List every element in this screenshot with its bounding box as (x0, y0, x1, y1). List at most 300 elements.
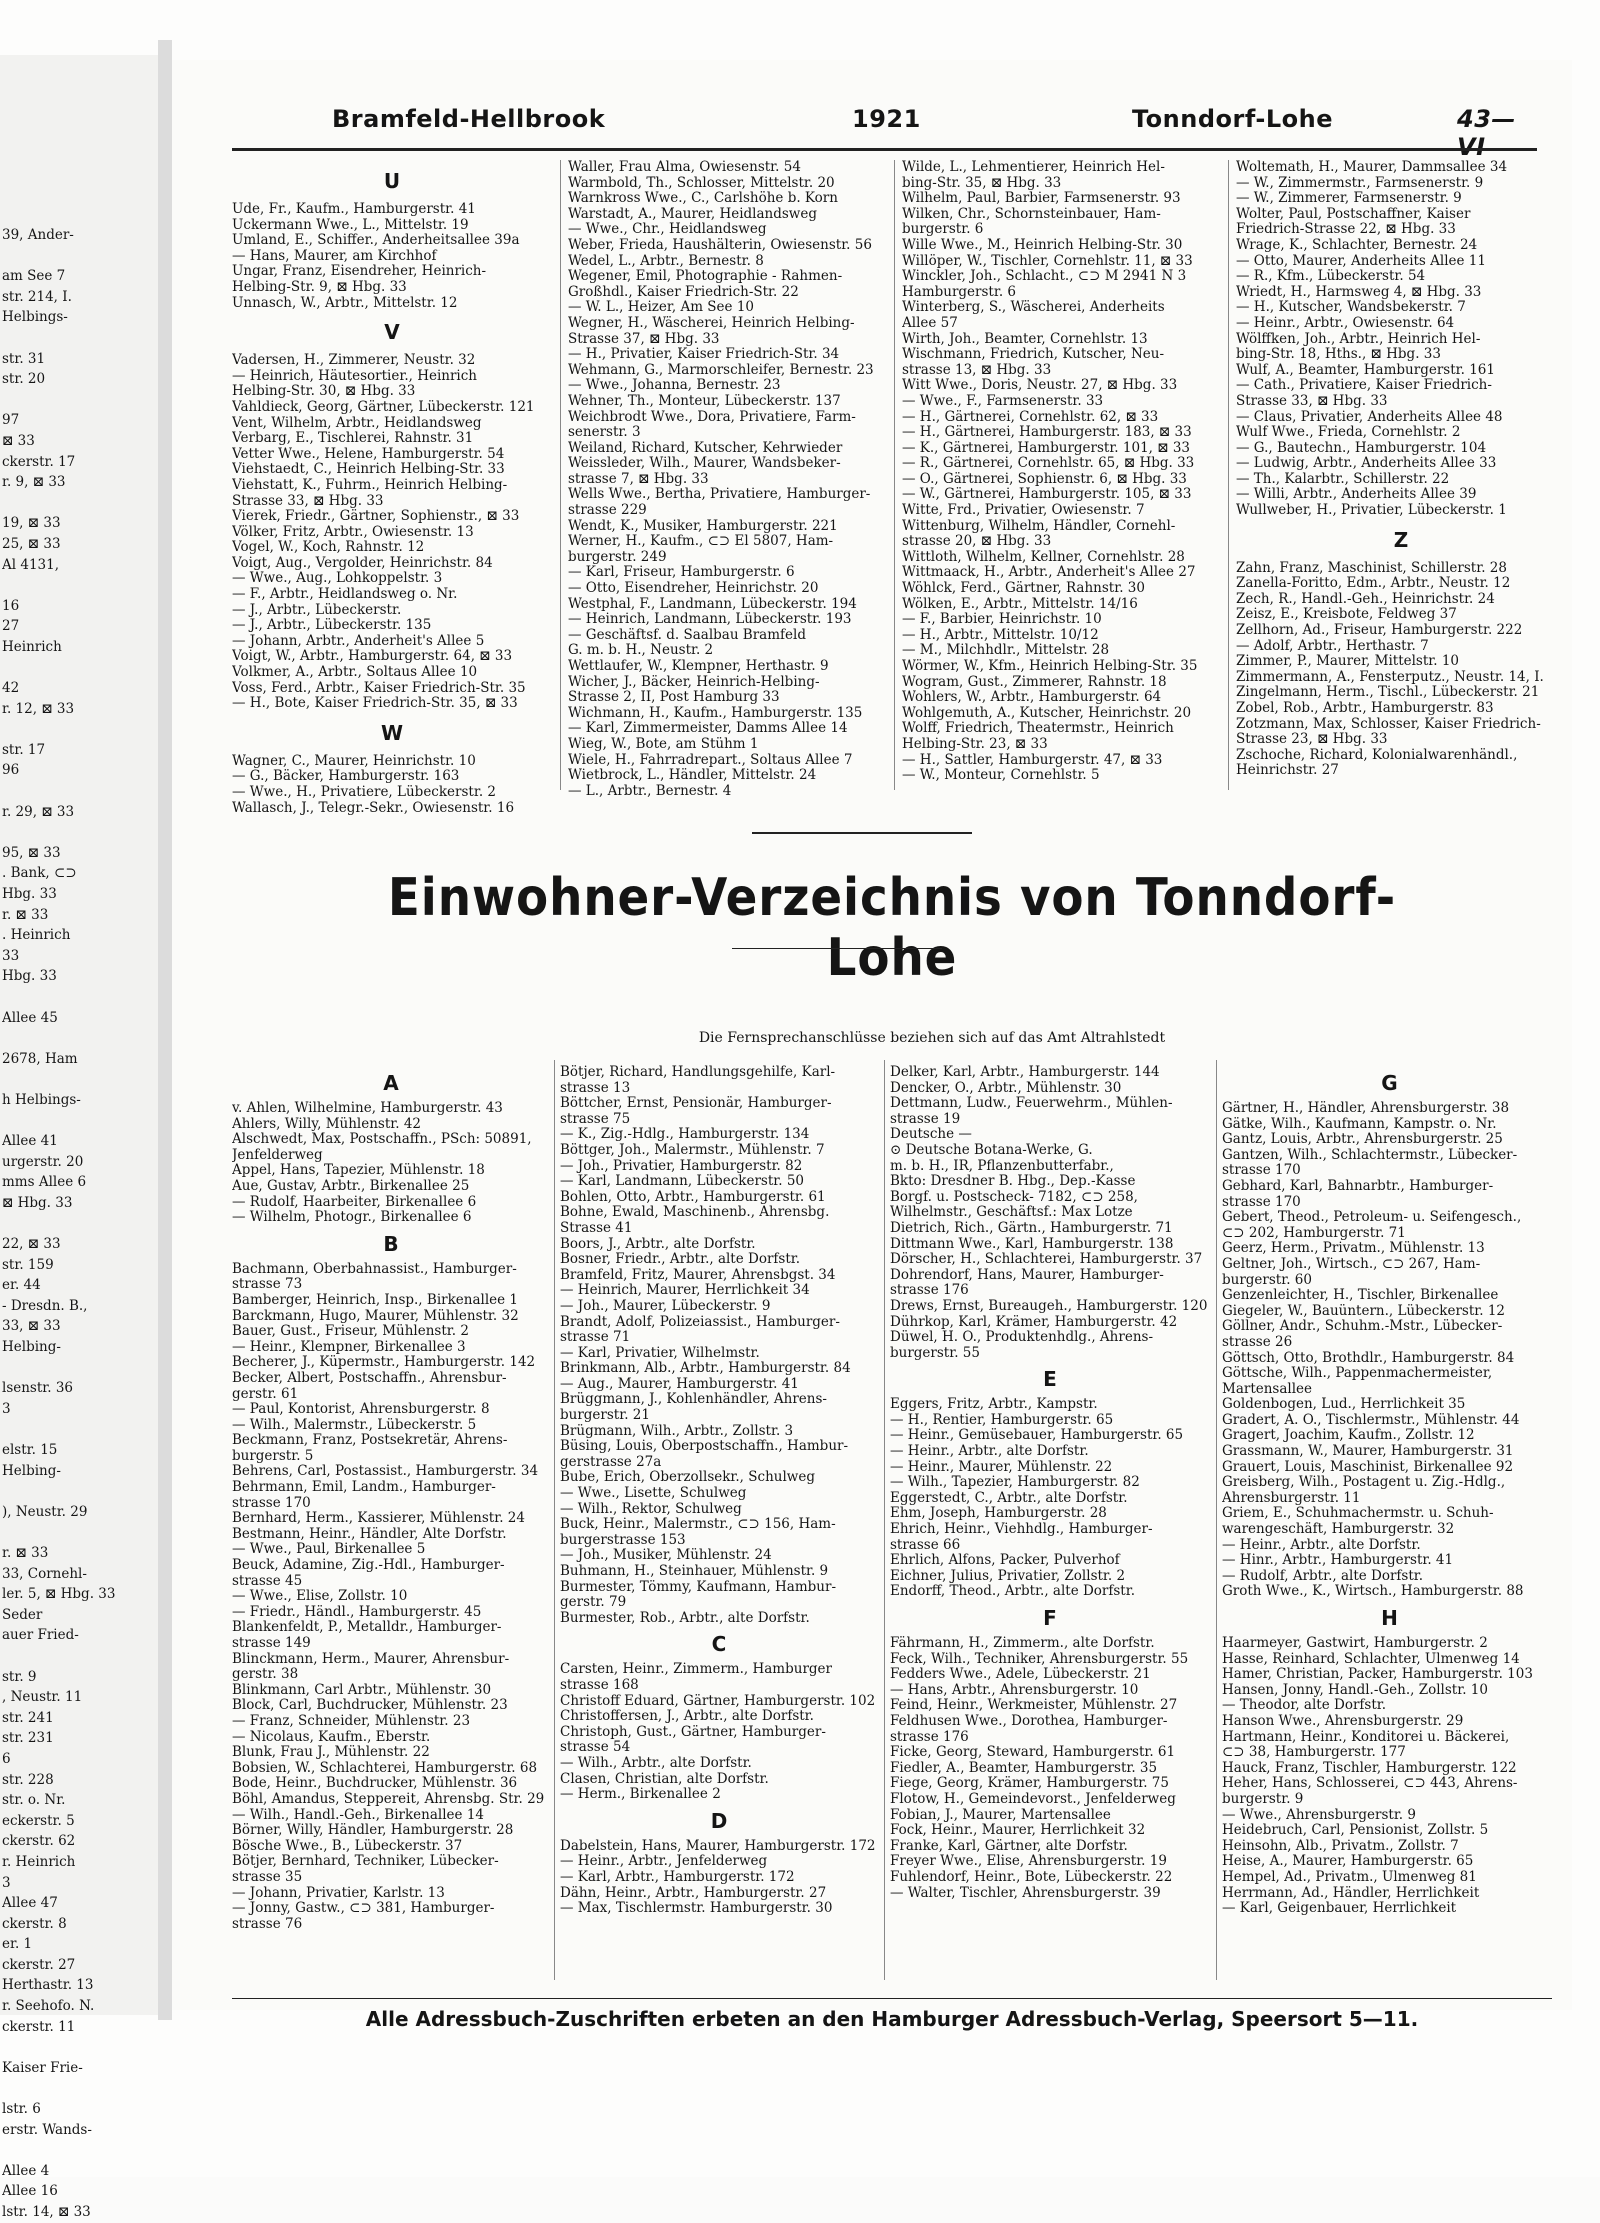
publisher-footer: Alle Adressbuch-Zuschriften erbeten an den Hamburger Adressbuch-Verlag, Speersort 5—11. (365, 2007, 1419, 2031)
directory-entry: Zanella-Foritto, Edm., Arbtr., Neustr. 12 (1236, 576, 1511, 592)
directory-entry: warengeschäft, Hamburgerstr. 32 (1222, 1522, 1455, 1538)
directory-entry: — Wilh., Rektor, Schulweg (560, 1501, 742, 1517)
directory-entry: Heinrichstr. 27 (1236, 763, 1339, 779)
directory-entry: Zobel, Rob., Arbtr., Hamburgerstr. 83 (1236, 701, 1494, 716)
directory-entry: Deutsche — (890, 1127, 972, 1143)
directory-entry: Wulf, A., Beamter, Hamburgerstr. 161 (1236, 362, 1495, 378)
fragment-line (2, 657, 152, 678)
directory-entry: Wilken, Chr., Schornsteinbauer, Ham- (902, 206, 1161, 222)
directory-entry: Zimmer, P., Maurer, Mittelstr. 10 (1236, 654, 1460, 670)
fragment-line: ckerstr. 27 (2, 1956, 76, 1973)
directory-entry: Winckler, Joh., Schlacht., ⊂⊃ M 2941 N 3 (902, 269, 1187, 285)
directory-entry: — Karl, Privatier, Wilhelmstr. (560, 1345, 760, 1361)
directory-entry: Giegeler, W., Bauüntern., Lübeckerstr. 12 (1222, 1303, 1506, 1319)
directory-entry: — Adolf, Arbtr., Herthastr. 7 (1236, 638, 1429, 654)
directory-entry: — Herm., Birkenallee 2 (560, 1787, 721, 1803)
fragment-line: str. 9 (2, 1668, 37, 1685)
directory-entry: Wulf Wwe., Frieda, Cornehlstr. 2 (1236, 425, 1461, 441)
directory-entry: — H., Gärtnerei, Hamburgerstr. 183, ⊠ 33 (902, 425, 1192, 441)
directory-entry: strasse 35 (232, 1869, 303, 1885)
header-year: 1921 (852, 105, 921, 133)
directory-entry: strasse 20, ⊠ Hbg. 33 (902, 534, 1052, 550)
directory-entry: Gantz, Louis, Arbtr., Ahrensburgerstr. 25 (1222, 1132, 1503, 1148)
fragment-line (2, 2078, 152, 2099)
directory-entry: — Wilh., Malermstr., Lübeckerstr. 5 (232, 1417, 477, 1433)
directory-entry: Buhmann, H., Steinhauer, Mühlenstr. 9 (560, 1564, 829, 1579)
directory-entry: — J., Arbtr., Lübeckerstr. 135 (232, 618, 432, 634)
directory-entry: Blinckmann, Herm., Maurer, Ahrensbur- (232, 1651, 510, 1667)
column-divider (1216, 1060, 1217, 1980)
fragment-line (2, 493, 152, 514)
directory-entry: Bötjer, Bernhard, Techniker, Lübecker- (232, 1854, 499, 1870)
directory-entry: Wilde, L., Lehmentierer, Heinrich Hel- (902, 160, 1165, 175)
directory-entry: — H., Kutscher, Wandsbekerstr. 7 (1236, 300, 1466, 316)
directory-entry: Ahrensburgerstr. 11 (1222, 1490, 1361, 1506)
directory-entry: Ficke, Georg, Steward, Hamburgerstr. 61 (890, 1745, 1176, 1761)
bottom-column-3 (890, 1065, 1210, 1901)
directory-entry: Viehstaedt, C., Heinrich Helbing-Str. 33 (232, 462, 505, 478)
title-rule-top (752, 832, 972, 834)
directory-entry: strasse 71 (560, 1330, 631, 1346)
directory-entry: Wirth, Joh., Beamter, Cornehlstr. 13 (902, 331, 1148, 347)
fragment-line: 3 (2, 1874, 11, 1891)
fragment-line: Hbg. 33 (2, 886, 57, 902)
directory-page (172, 60, 1572, 2031)
directory-entry: strasse 19 (890, 1111, 961, 1127)
directory-entry: — Heinr., Arbtr., alte Dorfstr. (1222, 1537, 1421, 1553)
directory-entry: Gebhard, Karl, Bahnarbtr., Hamburger- (1222, 1178, 1494, 1194)
directory-entry: Voigt, Aug., Vergolder, Heinrichstr. 84 (232, 555, 493, 571)
directory-entry: Bösche Wwe., B., Lübeckerstr. 37 (232, 1838, 463, 1854)
directory-entry: — R., Kfm., Lübeckerstr. 54 (1236, 269, 1426, 285)
directory-entry: Allee 57 (902, 315, 958, 331)
directory-entry: — Otto, Maurer, Anderheits Allee 11 (1236, 253, 1486, 269)
directory-entry: Zech, R., Handl.-Geh., Heinrichstr. 24 (1236, 591, 1495, 607)
directory-entry: — Walter, Tischler, Ahrensburgerstr. 39 (890, 1885, 1161, 1901)
directory-entry: Vierek, Friedr., Gärtner, Sophienstr., ⊠ 33 (232, 509, 520, 525)
directory-entry: — Hans, Arbtr., Ahrensburgerstr. 10 (890, 1682, 1139, 1698)
directory-entry: Clasen, Christian, alte Dorfstr. (560, 1771, 769, 1787)
fragment-line: , Neustr. 11 (2, 1689, 83, 1706)
directory-entry: Haarmeyer, Gastwirt, Hamburgerstr. 2 (1222, 1636, 1488, 1651)
directory-entry: Strasse 23, ⊠ Hbg. 33 (1236, 732, 1388, 748)
directory-entry: Wohlgemuth, A., Kutscher, Heinrichstr. 20 (902, 705, 1192, 721)
directory-entry: — Joh., Maurer, Lübeckerstr. 9 (560, 1298, 771, 1314)
directory-entry: Fedders Wwe., Adele, Lübeckerstr. 21 (890, 1667, 1151, 1683)
directory-entry: burgerstr. 21 (560, 1408, 650, 1424)
directory-entry: — Wilhelm, Photogr., Birkenallee 6 (232, 1210, 472, 1226)
directory-entry: Witt Wwe., Doris, Neustr. 27, ⊠ Hbg. 33 (902, 378, 1178, 394)
fragment-line: str. 17 (2, 741, 46, 758)
directory-entry: Burmester, Tömmy, Kaufmann, Hambur- (560, 1579, 837, 1595)
directory-entry: Helbing-Str. 30, ⊠ Hbg. 33 (232, 384, 416, 400)
directory-entry: Geltner, Joh., Wirtsch., ⊂⊃ 267, Ham- (1222, 1256, 1481, 1272)
directory-entry: Wieg, W., Bote, am Stühm 1 (568, 736, 759, 752)
directory-entry: strasse 170 (1222, 1194, 1301, 1210)
directory-entry: Buck, Heinr., Malermstr., ⊂⊃ 156, Ham- (560, 1517, 836, 1533)
directory-entry: Strasse 33, ⊠ Hbg. 33 (232, 493, 384, 509)
fragment-line: am See 7 (2, 268, 66, 285)
directory-entry: Fock, Heinr., Maurer, Herrlichkeit 32 (890, 1823, 1146, 1839)
fragment-line: ckerstr. 8 (2, 1915, 67, 1932)
directory-entry: — F., Arbtr., Heidlandsweg o. Nr. (232, 587, 458, 603)
fragment-line: 16 (2, 597, 20, 614)
directory-entry: gerstr. 79 (560, 1595, 627, 1611)
fragment-line: lstr. 6 (2, 2101, 41, 2118)
directory-entry: — G., Bautechn., Hamburgerstr. 104 (1236, 440, 1487, 456)
directory-entry: — Paul, Kontorist, Ahrensburgerstr. 8 (232, 1402, 490, 1418)
directory-entry: Ehrich, Heinr., Viehhdlg., Hamburger- (890, 1522, 1153, 1538)
directory-entry: Böhl, Amandus, Steppereit, Ahrensbg. Str. 29 (232, 1791, 545, 1807)
directory-entry: Wegener, Emil, Photographie - Rahmen- (568, 269, 843, 285)
directory-entry: Hanson Wwe., Ahrensburgerstr. 29 (1222, 1713, 1464, 1729)
fragment-line: Helbing- (2, 1462, 61, 1479)
directory-entry: Strasse 37, ⊠ Hbg. 33 (568, 331, 720, 347)
directory-entry: Wullweber, H., Privatier, Lübeckerstr. 1 (1236, 503, 1507, 519)
fragment-line: Herthastr. 13 (2, 1977, 94, 1994)
fragment-line: Allee 4 (2, 2162, 50, 2179)
book-gutter (158, 40, 172, 2020)
directory-entry: Bernhard, Herm., Kassierer, Mühlenstr. 24 (232, 1511, 525, 1527)
fragment-line: 25, ⊠ 33 (2, 535, 61, 552)
fragment-line: er. 44 (2, 1277, 41, 1294)
fragment-line: r. Seehofo. N. (2, 1998, 95, 2015)
directory-entry: Feck, Wilh., Techniker, Ahrensburgerstr. 55 (890, 1651, 1189, 1667)
directory-entry: Ude, Fr., Kaufm., Hamburgerstr. 41 (232, 202, 476, 217)
fragment-line (2, 987, 152, 1008)
directory-entry: — H., Gärtnerei, Cornehlstr. 62, ⊠ 33 (902, 409, 1159, 425)
directory-entry: strasse 229 (568, 503, 647, 519)
fragment-line: r. 29, ⊠ 33 (2, 803, 75, 820)
fragment-line: elstr. 15 (2, 1442, 58, 1459)
directory-entry: — Joh., Musiker, Mühlenstr. 24 (560, 1548, 772, 1564)
letter-heading: Z (1393, 527, 1409, 552)
directory-entry: Eichner, Julius, Privatier, Zollstr. 2 (890, 1568, 1126, 1584)
directory-entry: Umland, E., Schiffer., Anderheitsallee 39a (232, 233, 520, 249)
directory-entry: Werner, H., Kaufm., ⊂⊃ El 5807, Ham- (568, 534, 834, 550)
directory-entry: strasse 54 (560, 1740, 631, 1756)
directory-entry: — Heinr., Arbtr., alte Dorfstr. (890, 1444, 1089, 1460)
directory-entry: Wettlaufer, W., Klempner, Herthastr. 9 (568, 659, 829, 674)
fragment-line: str. 214, I. (2, 288, 72, 305)
directory-entry: — Heinrich, Häutesortier., Heinrich (232, 368, 477, 384)
directory-entry: Willöper, W., Tischler, Cornehlstr. 11, ⊠ 33 (902, 253, 1193, 269)
fragment-line (2, 2037, 152, 2058)
directory-entry: Zimmermann, A., Fensterputz., Neustr. 14, I. (1236, 669, 1544, 685)
directory-entry: G. m. b. H., Neustr. 2 (568, 643, 714, 659)
directory-entry: — L., Arbtr., Bernestr. 4 (568, 783, 732, 799)
directory-entry: — Wwe., Johanna, Bernestr. 23 (568, 378, 781, 394)
directory-entry: — Wwe., Ahrensburgerstr. 9 (1222, 1807, 1416, 1823)
fragment-line: 96 (2, 762, 20, 779)
directory-entry: strasse 176 (890, 1729, 969, 1745)
directory-entry: Wichmann, H., Kaufm., Hamburgerstr. 135 (568, 705, 863, 721)
directory-entry: Bamberger, Heinrich, Insp., Birkenallee 1 (232, 1292, 518, 1308)
directory-entry: Beckmann, Franz, Postsekretär, Ahrens- (232, 1433, 508, 1449)
directory-entry: Völker, Fritz, Arbtr., Owiesenstr. 13 (232, 524, 474, 540)
header-rule (232, 148, 1537, 151)
directory-entry: Grassmann, W., Maurer, Hamburgerstr. 31 (1222, 1444, 1514, 1460)
fragment-line (2, 1419, 152, 1440)
directory-entry: — Franz, Schneider, Mühlenstr. 23 (232, 1713, 471, 1729)
directory-entry: Bauer, Gust., Friseur, Mühlenstr. 2 (232, 1324, 469, 1340)
fragment-line: str. 159 (2, 1256, 54, 1273)
directory-entry: Warnkross Wwe., C., Carlshöhe b. Korn (568, 191, 838, 207)
directory-entry: Borgf. u. Postscheck- 7182, ⊂⊃ 258, (890, 1189, 1138, 1205)
directory-entry: Drews, Ernst, Bureaugeh., Hamburgerstr. 120 (890, 1298, 1208, 1314)
directory-entry: Bohlen, Otto, Arbtr., Hamburgerstr. 61 (560, 1189, 826, 1205)
letter-heading: U (383, 169, 401, 193)
directory-entry: Gärtner, H., Händler, Ahrensburgerstr. 38 (1222, 1101, 1510, 1116)
fragment-line (2, 1358, 152, 1379)
directory-entry: burgerstr. 6 (902, 222, 984, 238)
directory-entry: burgerstr. 5 (232, 1448, 314, 1464)
directory-entry: — H., Sattler, Hamburgerstr. 47, ⊠ 33 (902, 752, 1163, 768)
directory-entry: Hartmann, Heinr., Konditorei u. Bäckerei, (1222, 1729, 1510, 1745)
directory-entry: — Wwe., Aug., Lohkoppelstr. 3 (232, 571, 443, 587)
directory-entry: Witte, Frd., Privatier, Owiesenstr. 7 (902, 503, 1145, 519)
telephone-note: Die Fernsprechanschlüsse beziehen sich auf das Amt Altrahlstedt (698, 1030, 1166, 1046)
header-left-locality: Bramfeld-Hellbrook (332, 105, 606, 133)
directory-entry: Delker, Karl, Arbtr., Hamburgerstr. 144 (890, 1065, 1160, 1080)
directory-entry: Voss, Ferd., Arbtr., Kaiser Friedrich-Str. 35 (232, 680, 526, 696)
directory-entry: Wedel, L., Arbtr., Bernestr. 8 (568, 253, 764, 269)
directory-entry: Bestmann, Heinr., Händler, Alte Dorfstr. (232, 1526, 507, 1542)
directory-entry: burgerstr. 249 (568, 549, 667, 565)
directory-entry: — Claus, Privatier, Anderheits Allee 48 (1236, 409, 1503, 425)
fragment-line: ckerstr. 17 (2, 453, 76, 470)
fragment-line (2, 390, 152, 411)
fragment-line: 19, ⊠ 33 (2, 515, 61, 532)
directory-entry: strasse 76 (232, 1916, 303, 1932)
directory-entry: Boors, J., Arbtr., alte Dorfstr. (560, 1236, 756, 1252)
fragment-line: 33 (2, 947, 20, 964)
directory-entry: — K., Zig.-Hdlg., Hamburgerstr. 134 (560, 1127, 810, 1143)
directory-entry: Carsten, Heinr., Zimmerm., Hamburger (560, 1662, 832, 1678)
directory-entry: — Heinr., Arbtr., Jenfelderweg (560, 1854, 768, 1870)
directory-entry: Wriedt, H., Harmsweg 4, ⊠ Hbg. 33 (1236, 284, 1482, 300)
directory-entry: ⊂⊃ 38, Hamburgerstr. 177 (1222, 1745, 1406, 1761)
fragment-line: str. 228 (2, 1771, 54, 1788)
directory-entry: — Willi, Arbtr., Anderheits Allee 39 (1236, 487, 1477, 503)
directory-entry: Dettmann, Ludw., Feuerwehrm., Mühlen- (890, 1096, 1173, 1112)
letter-heading: W (380, 720, 404, 745)
fragment-line: Allee 16 (2, 2183, 58, 2200)
directory-entry: Zingelmann, Herm., Tischl., Lübeckerstr. 21 (1236, 685, 1540, 701)
directory-entry: Böttger, Joh., Malermstr., Mühlenstr. 7 (560, 1142, 825, 1158)
directory-entry: Brandt, Adolf, Polizeiassist., Hamburger- (560, 1314, 840, 1330)
directory-entry: Zellhorn, Ad., Friseur, Hamburgerstr. 222 (1236, 623, 1523, 639)
directory-entry: — Jonny, Gastw., ⊂⊃ 381, Hamburger- (232, 1901, 495, 1917)
directory-entry: — Heinr., Gemüsebauer, Hamburgerstr. 65 (890, 1428, 1184, 1444)
directory-entry: Gebert, Theod., Petroleum- u. Seifengesch., (1222, 1210, 1522, 1226)
fragment-line (2, 246, 152, 267)
directory-entry: Vent, Wilhelm, Arbtr., Heidlandsweg (232, 415, 482, 431)
directory-entry: Voigt, W., Arbtr., Hamburgerstr. 64, ⊠ 33 (232, 649, 513, 665)
directory-entry: Gätke, Wilh., Kaufmann, Kampstr. o. Nr. (1222, 1116, 1497, 1132)
directory-entry: Alschwedt, Max, Postschaffn., PSch: 50891, (232, 1132, 532, 1148)
directory-entry: — Heinrich, Landmann, Lübeckerstr. 193 (568, 612, 852, 628)
fragment-line: mms Allee 6 (2, 1174, 87, 1191)
directory-entry: gerstrasse 27a (560, 1454, 662, 1470)
directory-entry: — F., Barbier, Heinrichstr. 10 (902, 612, 1102, 628)
fragment-line (2, 719, 152, 740)
directory-entry: Wilhelm, Paul, Barbier, Farmsenerstr. 93 (902, 191, 1181, 207)
running-header (232, 105, 1532, 161)
directory-entry: bing-Str. 18, Hths., ⊠ Hbg. 33 (1236, 347, 1441, 363)
directory-entry: gerstr. 61 (232, 1386, 299, 1402)
fragment-line: Seder (2, 1606, 43, 1623)
directory-entry: Hamer, Christian, Packer, Hamburgerstr. 103 (1222, 1667, 1533, 1683)
directory-entry: Bode, Heinr., Buchdrucker, Mühlenstr. 36 (232, 1776, 518, 1792)
fragment-line: r. ⊠ 33 (2, 906, 49, 923)
directory-entry: Wörmer, W., Kfm., Heinrich Helbing-Str. 35 (902, 659, 1198, 674)
letter-heading: F (1043, 1606, 1057, 1630)
directory-entry: Heise, A., Maurer, Hamburgerstr. 65 (1222, 1854, 1474, 1870)
fragment-line: str. 20 (2, 371, 46, 388)
fragment-line: Allee 45 (2, 1009, 58, 1026)
directory-entry: Waller, Frau Alma, Owiesenstr. 54 (568, 160, 801, 175)
page-number: 43—VI (1457, 105, 1516, 161)
directory-entry: Wicher, J., Bäcker, Heinrich-Helbing- (568, 674, 820, 690)
previous-page-edge (0, 55, 161, 2220)
directory-entry: Bohne, Ewald, Maschinenb., Ahrensbg. (560, 1205, 830, 1221)
fragment-line: ckerstr. 62 (2, 1833, 76, 1850)
directory-entry: Wolff, Friedrich, Theatermstr., Heinrich (902, 721, 1174, 737)
bottom-column-1 (232, 1065, 550, 1932)
directory-entry: strasse 170 (1222, 1163, 1301, 1179)
directory-entry: Unnasch, W., Arbtr., Mittelstr. 12 (232, 295, 458, 311)
directory-entry: v. Ahlen, Wilhelmine, Hamburgerstr. 43 (232, 1101, 503, 1116)
directory-entry: Wells Wwe., Bertha, Privatiere, Hamburger- (568, 487, 871, 503)
directory-entry: — Johann, Arbtr., Anderheit's Allee 5 (232, 633, 485, 649)
directory-entry: Becherer, J., Küpermstr., Hamburgerstr. 142 (232, 1355, 536, 1371)
fragment-line: Al 4131, (2, 556, 60, 573)
directory-entry: — G., Bäcker, Hamburgerstr. 163 (232, 769, 460, 785)
fragment-line: Allee 47 (2, 1895, 58, 1912)
directory-entry: m. b. H., IR, Pflanzenbutterfabr., (890, 1158, 1114, 1174)
fragment-line (2, 1646, 152, 1667)
directory-entry: — Karl, Zimmermeister, Damms Allee 14 (568, 721, 848, 737)
top-column-2 (568, 160, 888, 799)
fragment-line: 22, ⊠ 33 (2, 1236, 61, 1253)
directory-entry: — Friedr., Händl., Hamburgerstr. 45 (232, 1604, 482, 1620)
directory-entry: — J., Arbtr., Lübeckerstr. (232, 602, 402, 618)
directory-entry: Wagner, C., Maurer, Heinrichstr. 10 (232, 753, 476, 769)
directory-entry: Block, Carl, Buchdrucker, Mühlenstr. 23 (232, 1698, 508, 1714)
directory-entry: Wrage, K., Schlachter, Bernestr. 24 (1236, 237, 1478, 253)
fragment-line: auer Fried- (2, 1627, 79, 1644)
directory-entry: Börner, Willy, Händler, Hamburgerstr. 28 (232, 1823, 514, 1839)
bottom-column-2 (560, 1065, 878, 1917)
directory-entry: Wiele, H., Fahrradrepart., Soltaus Allee 7 (568, 752, 853, 768)
fragment-line: 3 (2, 1400, 11, 1417)
directory-entry: Weichbrodt Wwe., Dora, Privatiere, Farm- (568, 409, 856, 425)
directory-entry: Wöhlck, Ferd., Gärtner, Rahnstr. 30 (902, 581, 1145, 597)
fragment-line: Kaiser Frie- (2, 2059, 83, 2076)
directory-entry: burgerstrasse 153 (560, 1532, 686, 1548)
fragment-line: 33, Cornehl- (2, 1565, 87, 1582)
directory-entry: — Aug., Maurer, Hamburgerstr. 41 (560, 1376, 799, 1392)
fragment-line: 2678, Ham (2, 1050, 78, 1067)
directory-entry: Behrmann, Emil, Landm., Hamburger- (232, 1480, 496, 1496)
directory-entry: — Wwe., F., Farmsenerstr. 33 (902, 393, 1104, 409)
directory-entry: — Wilh., Tapezier, Hamburgerstr. 82 (890, 1475, 1140, 1491)
directory-entry: — Theodor, alte Dorfstr. (1222, 1698, 1387, 1714)
directory-entry: Weiland, Richard, Kutscher, Kehrwieder (568, 440, 843, 456)
directory-entry: Wille Wwe., M., Heinrich Helbing-Str. 30 (902, 237, 1183, 253)
fragment-line: 42 (2, 680, 20, 697)
directory-entry: Christoffersen, J., Arbtr., alte Dorfstr. (560, 1709, 814, 1725)
directory-entry: — Wwe., Lisette, Schulweg (560, 1486, 747, 1502)
fragment-line: r. 9, ⊠ 33 (2, 474, 66, 491)
directory-entry: Jenfelderweg (232, 1147, 323, 1163)
fragment-line (2, 575, 152, 596)
directory-entry: Freyer Wwe., Elise, Ahrensburgerstr. 19 (890, 1854, 1167, 1870)
fragment-line (2, 1028, 152, 1049)
fragment-line: 95, ⊠ 33 (2, 844, 61, 861)
directory-entry: ⊂⊃ 202, Hamburgerstr. 71 (1222, 1225, 1406, 1241)
directory-entry: Fiege, Georg, Krämer, Hamburgerstr. 75 (890, 1776, 1169, 1792)
directory-entry: Ehm, Joseph, Hamburgerstr. 28 (890, 1506, 1107, 1522)
directory-entry: Zeisz, E., Kreisbote, Feldweg 37 (1236, 607, 1457, 623)
fragment-line: 97 (2, 412, 20, 429)
fragment-line: r. Heinrich (2, 1853, 76, 1870)
directory-entry: Wischmann, Friedrich, Kutscher, Neu- (902, 347, 1165, 363)
footer-rule (232, 1998, 1552, 1999)
directory-entry: — Wwe., Paul, Birkenallee 5 (232, 1542, 426, 1558)
directory-entry: Bobsien, W., Schlachterei, Hamburgerstr. 68 (232, 1760, 538, 1776)
directory-entry: Franke, Karl, Gärtner, alte Dorfstr. (890, 1838, 1128, 1854)
directory-entry: Wegner, H., Wäscherei, Heinrich Helbing- (568, 315, 855, 331)
fragment-line: lsenstr. 36 (2, 1380, 74, 1397)
directory-entry: — Nicolaus, Kaufm., Eberstr. (232, 1729, 431, 1745)
directory-entry: Strasse 41 (560, 1220, 633, 1236)
directory-entry: Viehstatt, K., Fuhrm., Heinrich Helbing- (232, 477, 508, 493)
directory-entry: — Otto, Eisendreher, Heinrichstr. 20 (568, 581, 819, 597)
directory-entry: Eggers, Fritz, Arbtr., Kampstr. (890, 1397, 1098, 1413)
directory-entry: Hempel, Ad., Privatm., Ulmenweg 81 (1222, 1869, 1477, 1885)
directory-entry: Appel, Hans, Tapezier, Mühlenstr. 18 (232, 1163, 485, 1179)
directory-entry: Wölken, E., Arbtr., Mittelstr. 14/16 (902, 596, 1138, 612)
directory-entry: Blankenfeldt, P., Metalldr., Hamburger- (232, 1620, 502, 1636)
directory-entry: Hasse, Reinhard, Schlachter, Ulmenweg 14 (1222, 1651, 1520, 1667)
fragment-line: 6 (2, 1750, 11, 1767)
fragment-line (2, 822, 152, 843)
fragment-line: str. o. Nr. (2, 1792, 66, 1809)
directory-entry: Herrmann, Ad., Händler, Herrlichkeit (1222, 1885, 1480, 1901)
directory-entry: Wittmaack, H., Arbtr., Anderheit's Allee 27 (902, 565, 1196, 581)
directory-entry: Westphal, F., Landmann, Lübeckerstr. 194 (568, 596, 857, 612)
fragment-line (2, 1481, 152, 1502)
section-title: Einwohner-Verzeichnis von Tonndorf-Lohe (387, 868, 1397, 988)
directory-entry: — Heinrich, Maurer, Herrlichkeit 34 (560, 1283, 810, 1299)
directory-entry: — Heinr., Klempner, Birkenallee 3 (232, 1339, 466, 1355)
directory-entry: Vetter Wwe., Helene, Hamburgerstr. 54 (232, 446, 505, 462)
directory-entry: Behrens, Carl, Postassist., Hamburgerstr. 34 (232, 1464, 539, 1480)
directory-entry: strasse 149 (232, 1636, 311, 1651)
fragment-line (2, 2140, 152, 2161)
fragment-line: 27 (2, 618, 20, 635)
directory-entry: Dencker, O., Arbtr., Mühlenstr. 30 (890, 1080, 1122, 1096)
directory-entry: Fuhlendorf, Heinr., Bote, Lübeckerstr. 22 (890, 1869, 1173, 1885)
directory-entry: Friedrich-Strasse 22, ⊠ Hbg. 33 (1236, 222, 1456, 238)
letter-heading: E (1043, 1367, 1057, 1392)
fragment-line: Heinrich (2, 638, 62, 655)
directory-entry: Bramfeld, Fritz, Maurer, Ahrensbgst. 34 (560, 1267, 836, 1283)
fragment-line: Helbings- (2, 309, 68, 326)
directory-entry: burgerstr. 55 (890, 1345, 980, 1361)
